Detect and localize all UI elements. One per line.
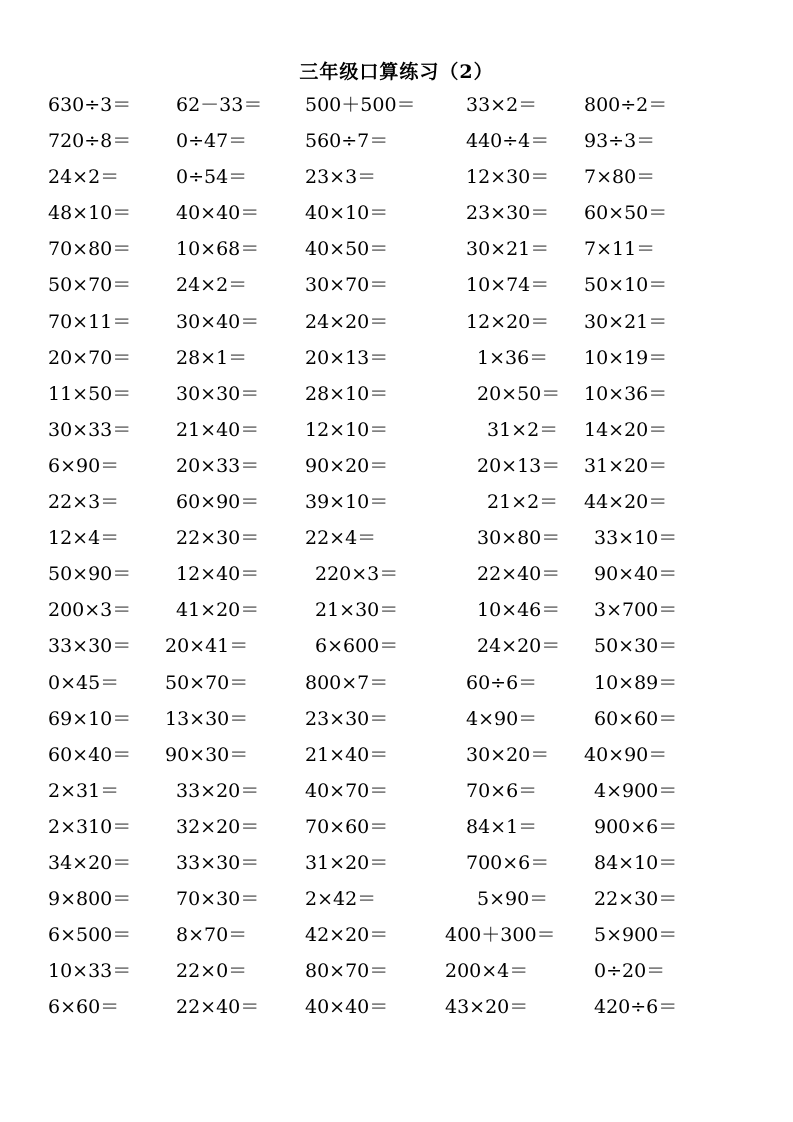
problem-item: 22×4＝ <box>305 527 377 550</box>
problem-row <box>0 884 793 920</box>
problem-item: 40×70＝ <box>305 779 389 802</box>
problem-row <box>0 740 793 776</box>
problem-item: 420÷6＝ <box>594 996 678 1019</box>
problem-item: 12×20＝ <box>466 310 550 333</box>
problem-item: 5×900＝ <box>594 924 678 947</box>
problem-row <box>0 90 793 126</box>
problem-item: 20×50＝ <box>477 382 561 405</box>
problem-row <box>0 523 793 559</box>
problem-row <box>0 992 793 1028</box>
problem-item: 60×40＝ <box>48 743 132 766</box>
problem-item: 3×700＝ <box>594 599 678 622</box>
problem-item: 11×50＝ <box>48 382 132 405</box>
problem-item: 12×40＝ <box>176 563 260 586</box>
problem-item: 14×20＝ <box>584 418 668 441</box>
problem-item: 70×6＝ <box>466 779 538 802</box>
problem-item: 22×3＝ <box>48 491 120 514</box>
problem-item: 4×900＝ <box>594 779 678 802</box>
problem-item: 50×70＝ <box>165 671 249 694</box>
problem-item: 12×30＝ <box>466 166 550 189</box>
problem-item: 20×70＝ <box>48 346 132 369</box>
problem-item: 30×20＝ <box>466 743 550 766</box>
problem-item: 6×600＝ <box>315 635 399 658</box>
problem-item: 630÷3＝ <box>48 94 132 116</box>
problem-row <box>0 956 793 992</box>
problem-item: 40×90＝ <box>584 743 668 766</box>
problem-item: 70×80＝ <box>48 238 132 261</box>
problem-item: 28×1＝ <box>176 346 248 369</box>
problem-item: 23×3＝ <box>305 166 377 189</box>
problem-item: 33×30＝ <box>48 635 132 658</box>
problem-item: 20×41＝ <box>165 635 249 658</box>
problem-item: 7×80＝ <box>584 166 656 189</box>
problem-item: 9×800＝ <box>48 888 132 911</box>
problem-item: 50×90＝ <box>48 563 132 586</box>
problem-item: 32×20＝ <box>176 815 260 838</box>
problem-item: 40×50＝ <box>305 238 389 261</box>
problem-item: 10×89＝ <box>594 671 678 694</box>
problem-item: 10×19＝ <box>584 346 668 369</box>
problem-item: 70×11＝ <box>48 310 132 333</box>
problem-row <box>0 920 793 956</box>
problem-item: 30×40＝ <box>176 310 260 333</box>
problem-item: 42×20＝ <box>305 924 389 947</box>
problem-row <box>0 307 793 343</box>
problem-item: 69×10＝ <box>48 707 132 730</box>
problem-item: 700×6＝ <box>466 851 550 874</box>
problem-item: 6×60＝ <box>48 996 120 1019</box>
problem-row <box>0 776 793 812</box>
problem-item: 60×90＝ <box>176 491 260 514</box>
page-title: 三年级口算练习（2） <box>299 61 494 83</box>
problem-row <box>0 559 793 595</box>
problem-item: 93÷3＝ <box>584 130 656 153</box>
problem-item: 40×40＝ <box>305 996 389 1019</box>
problem-row <box>0 631 793 667</box>
problem-item: 5×90＝ <box>477 888 549 911</box>
problem-item: 90×30＝ <box>165 743 249 766</box>
problem-item: 10×74＝ <box>466 274 550 297</box>
problem-item: 22×40＝ <box>176 996 260 1019</box>
problem-item: 33×10＝ <box>594 527 678 550</box>
problem-item: 31×20＝ <box>305 851 389 874</box>
problem-item: 10×68＝ <box>176 238 260 261</box>
problem-item: 6×500＝ <box>48 924 132 947</box>
problem-row <box>0 379 793 415</box>
problem-item: 4×90＝ <box>466 707 538 730</box>
problem-item: 23×30＝ <box>305 707 389 730</box>
problem-item: 40×40＝ <box>176 202 260 225</box>
problem-item: 10×33＝ <box>48 960 132 983</box>
problem-item: 23×30＝ <box>466 202 550 225</box>
problem-item: 33×20＝ <box>176 779 260 802</box>
problem-item: 22×40＝ <box>477 563 561 586</box>
problem-item: 30×21＝ <box>584 310 668 333</box>
problem-item: 2×310＝ <box>48 815 132 838</box>
problem-item: 90×20＝ <box>305 454 389 477</box>
problem-item: 60×50＝ <box>584 202 668 225</box>
problem-item: 50×70＝ <box>48 274 132 297</box>
problem-row <box>0 704 793 740</box>
problem-item: 50×10＝ <box>584 274 668 297</box>
problem-item: 22×30＝ <box>176 527 260 550</box>
problem-row <box>0 270 793 306</box>
problem-item: 13×30＝ <box>165 707 249 730</box>
problem-row <box>0 162 793 198</box>
problem-item: 900×6＝ <box>594 815 678 838</box>
problem-item: 33×30＝ <box>176 851 260 874</box>
problem-item: 400＋300＝ <box>445 924 556 947</box>
problem-item: 31×20＝ <box>584 454 668 477</box>
problem-item: 1×36＝ <box>477 346 549 369</box>
problem-item: 24×20＝ <box>477 635 561 658</box>
problem-row <box>0 451 793 487</box>
problem-item: 12×4＝ <box>48 527 120 550</box>
problem-item: 800÷2＝ <box>584 94 668 116</box>
problem-item: 8×70＝ <box>176 924 248 947</box>
problem-item: 50×30＝ <box>594 635 678 658</box>
problem-item: 62－33＝ <box>176 94 263 116</box>
problem-item: 70×30＝ <box>176 888 260 911</box>
problem-item: 200×4＝ <box>445 960 529 983</box>
problem-item: 30×70＝ <box>305 274 389 297</box>
problem-item: 21×40＝ <box>176 418 260 441</box>
problem-item: 0×45＝ <box>48 671 120 694</box>
problem-item: 2×42＝ <box>305 888 377 911</box>
problem-row <box>0 126 793 162</box>
problem-item: 2×31＝ <box>48 779 120 802</box>
problem-item: 560÷7＝ <box>305 130 389 153</box>
problem-item: 39×10＝ <box>305 491 389 514</box>
problem-item: 0÷54＝ <box>176 166 248 189</box>
problem-item: 60×60＝ <box>594 707 678 730</box>
problem-item: 20×13＝ <box>305 346 389 369</box>
problem-item: 21×2＝ <box>487 491 559 514</box>
problem-item: 84×10＝ <box>594 851 678 874</box>
problem-item: 500＋500＝ <box>305 94 416 116</box>
problem-item: 10×36＝ <box>584 382 668 405</box>
problem-row <box>0 487 793 523</box>
problem-item: 24×20＝ <box>305 310 389 333</box>
problem-row <box>0 595 793 631</box>
problem-item: 70×60＝ <box>305 815 389 838</box>
problem-row <box>0 848 793 884</box>
problem-item: 30×21＝ <box>466 238 550 261</box>
problem-row <box>0 668 793 704</box>
problem-item: 200×3＝ <box>48 599 132 622</box>
problem-item: 40×10＝ <box>305 202 389 225</box>
problem-item: 24×2＝ <box>48 166 120 189</box>
problem-item: 30×30＝ <box>176 382 260 405</box>
problem-item: 6×90＝ <box>48 454 120 477</box>
problem-item: 48×10＝ <box>48 202 132 225</box>
problem-item: 0÷20＝ <box>594 960 666 983</box>
problem-item: 31×2＝ <box>487 418 559 441</box>
problem-item: 28×10＝ <box>305 382 389 405</box>
problem-item: 60÷6＝ <box>466 671 538 694</box>
problem-item: 440÷4＝ <box>466 130 550 153</box>
problem-item: 10×46＝ <box>477 599 561 622</box>
problem-item: 220×3＝ <box>315 563 399 586</box>
problem-row <box>0 234 793 270</box>
problem-row <box>0 812 793 848</box>
problem-item: 41×20＝ <box>176 599 260 622</box>
problem-item: 80×70＝ <box>305 960 389 983</box>
problem-item: 30×80＝ <box>477 527 561 550</box>
problem-item: 34×20＝ <box>48 851 132 874</box>
problem-item: 33×2＝ <box>466 94 538 116</box>
problem-item: 20×13＝ <box>477 454 561 477</box>
problem-item: 20×33＝ <box>176 454 260 477</box>
problem-item: 24×2＝ <box>176 274 248 297</box>
problem-item: 44×20＝ <box>584 491 668 514</box>
problem-item: 21×40＝ <box>305 743 389 766</box>
problem-item: 0÷47＝ <box>176 130 248 153</box>
problem-row <box>0 198 793 234</box>
problem-item: 90×40＝ <box>594 563 678 586</box>
problem-item: 22×0＝ <box>176 960 248 983</box>
problem-item: 30×33＝ <box>48 418 132 441</box>
problem-item: 7×11＝ <box>584 238 656 261</box>
problem-item: 21×30＝ <box>315 599 399 622</box>
problem-item: 800×7＝ <box>305 671 389 694</box>
problem-item: 84×1＝ <box>466 815 538 838</box>
problem-grid <box>0 90 793 1028</box>
problem-row <box>0 415 793 451</box>
problem-item: 12×10＝ <box>305 418 389 441</box>
problem-row <box>0 343 793 379</box>
problem-item: 43×20＝ <box>445 996 529 1019</box>
problem-item: 720÷8＝ <box>48 130 132 153</box>
problem-item: 22×30＝ <box>594 888 678 911</box>
